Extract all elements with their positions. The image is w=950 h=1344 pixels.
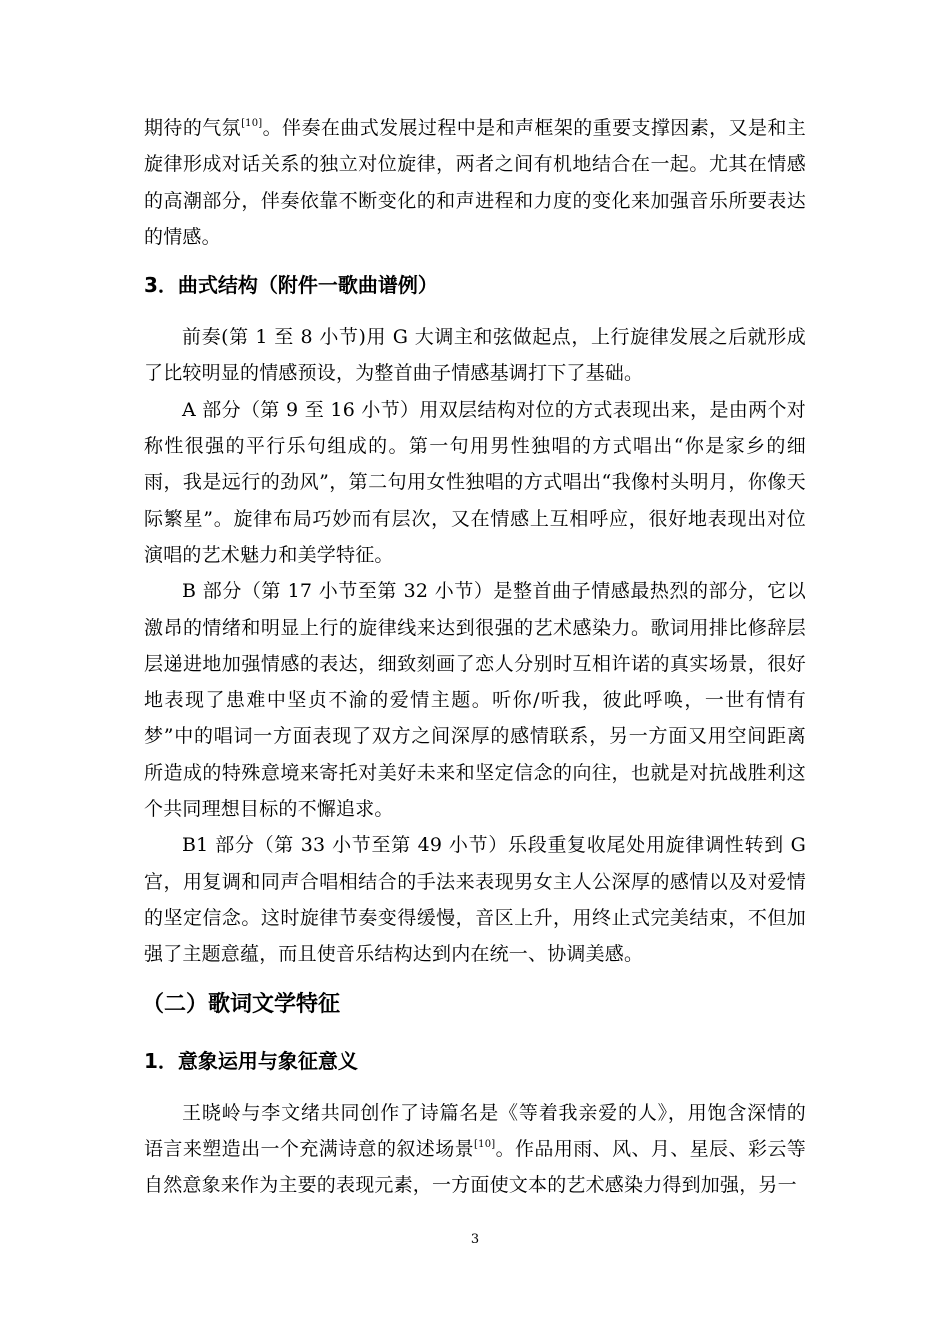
citation-ref: [10] bbox=[241, 118, 263, 129]
paragraph-text: 。作品用雨、风、月、星辰、彩云等自然意象来作为主要的表现元素，一方面使文本的艺术感染力得到加强，另一 bbox=[144, 1137, 807, 1197]
paragraph-text: 王晓岭与李文绪共同创作了诗篇名是《等着我亲爱的人》，用饱含深情的语言来塑造出一个充满诗意的叙述场景 bbox=[144, 1101, 806, 1160]
paragraph-prelude: 前奏(第 1 至 8 小节)用 G 大调主和弦做起点，上行旋律发展之后就形成了比较明显的情感预设，为整首曲子情感基调打下了基础。 bbox=[144, 326, 806, 385]
page-body bbox=[144, 110, 806, 1203]
chapter-heading-lyrics: （二）歌词文学特征 bbox=[142, 991, 341, 1017]
paragraph-text: 期待的气氛 bbox=[144, 117, 242, 139]
paragraph-part-b: B 部分（第 17 小节至第 32 小节）是整首曲子情感最热烈的部分，它以激昂的情绪和明显上行的旋律线来达到很强的艺术感染力。歌词用排比修辞层层递进地加强情感的表达，细致刻画了恋人分别时互相许诺的真实场景，很好地表现了患难中坚贞不渝的爱情主题。听你/听我，彼此呼唤，一世有情有梦”中的唱词一方面表现了双方之间深厚的感情联系，另一方面又用空间距离所造成的特殊意境来寄托对美好未来和坚定信念的向往，也就是对抗战胜利这个共同理想目标的不懈追求。 bbox=[144, 580, 806, 821]
citation-ref: [10] bbox=[474, 1138, 496, 1150]
paragraph-part-a: A 部分（第 9 至 16 小节）用双层结构对位的方式表现出来，是由两个对称性很强的平行乐句组成的。第一句用男性独唱的方式唱出“你是家乡的细雨，我是远行的劲风”，第二句用女性独唱的方式唱出“我像村头明月，你像天际繁星”。旋律布局巧妙而有层次，又在情感上互相呼应，很好地表现出对位演唱的艺术魅力和美学特征。 bbox=[144, 398, 806, 566]
page-number: 3 bbox=[470, 1232, 480, 1247]
section-heading-imagery: 1．意象运用与象征意义 bbox=[144, 1048, 358, 1073]
paragraph-part-b1: B1 部分（第 33 小节至第 49 小节）乐段重复收尾处用旋律调性转到 G 宫，用复调和同声合唱相结合的手法来表现男女主人公深厚的感情以及对爱情的坚定信念。这时旋律节奏变得缓慢，音区上升，用终止式完美结束，不但加强了主题意蕴，而且使音乐结构达到内在统一、协调美感。 bbox=[144, 834, 806, 966]
paragraph-text: 。伴奏在曲式发展过程中是和声框架的重要支撑因素，又是和主旋律形成对话关系的独立对位旋律，两者之间有机地结合在一起。尤其在情感的高潮部分，伴奏依靠不断变化的和声进程和力度的变化来加强音乐所要表达的情感。 bbox=[144, 117, 806, 248]
paragraph-imagery bbox=[144, 1095, 806, 1204]
paragraph-accompaniment bbox=[144, 110, 806, 255]
section-heading-form-structure: 3．曲式结构（附件一歌曲谱例） bbox=[144, 273, 438, 298]
